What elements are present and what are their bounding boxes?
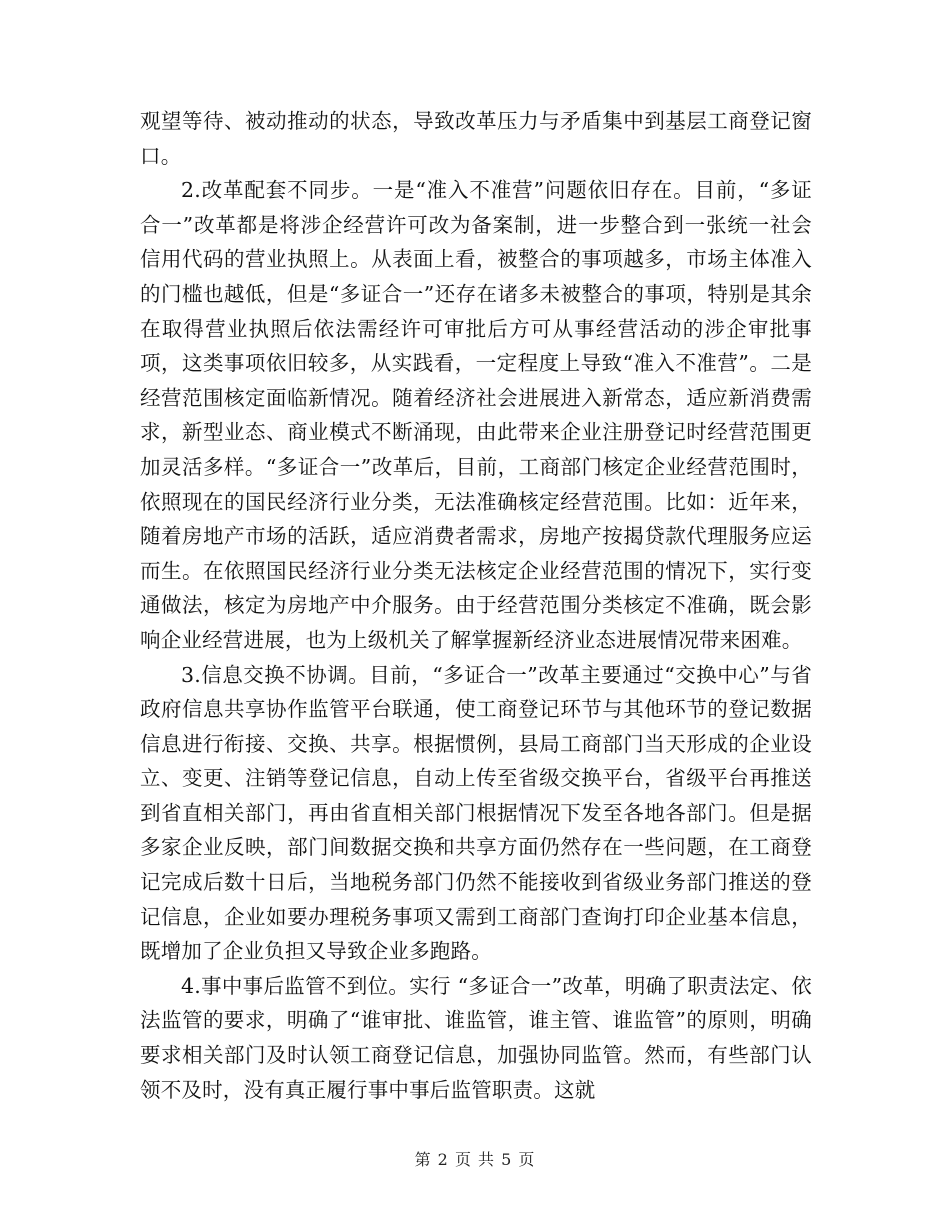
page-number-footer: 第 2 页 共 5 页 [414,1150,536,1169]
paragraph-continuation: 观望等待、被动推动的状态，导致改革压力与矛盾集中到基层工商登记窗口。 [140,109,812,168]
paragraph-information-exchange: 3.信息交换不协调。目前，“多证合一”改革主要通过“交换中心”与省政府信息共享协作监管平台联通，使工商登记环节与其他环节的登记数据信息进行衔接、交换、共享。根据惯例，县局工商部门当天形成的企业设立、变更、注销等登记信息，自动上传至省级交换平台，省级平台再推送到省直相关部门，再由省直相关部门根据情况下发至各地各部门。但是据多家企业反映，部门间数据交换和共享方面仍然存在一些问题，在工商登记完成后数十日后，当地税务部门仍然不能接收到省级业务部门推送的登记信息，企业如要办理税务事项又需到工商部门查询打印企业基本信息，既增加了企业负担又导致企业多跑路。 [140,662,812,964]
paragraph-reform-support: 2.改革配套不同步。一是“准入不准营”问题依旧存在。目前，“多证合一”改革都是将涉企经营许可改为备案制，进一步整合到一张统一社会信用代码的营业执照上。从表面上看，被整合的事项越多，市场主体准入的门槛也越低，但是“多证合一”还存在诸多未被整合的事项，特别是其余在取得营业执照后依法需经许可审批后方可从事经营活动的涉企审批事项，这类事项依旧较多，从实践看，一定程度上导致“准入不准营”。二是经营范围核定面临新情况。随着经济社会进展进入新常态，适应新消费需求，新型业态、商业模式不断涌现，由此带来企业注册登记时经营范围更加灵活多样。“多证合一”改革后，目前，工商部门核定企业经营范围时，依照现在的国民经济行业分类，无法准确核定经营范围。比如：近年来，随着房地产市场的活跃，适应消费者需求，房地产按揭贷款代理服务应运而生。在依照国民经济行业分类无法核定企业经营范围的情况下，实行变通做法，核定为房地产中介服务。由于经营范围分类核定不准确，既会影响企业经营进展，也为上级机关了解掌握新经济业态进展情况带来困难。 [140,178,812,652]
paragraph-supervision: 4.事中事后监管不到位。实行 “多证合一”改革，明确了职责法定、依法监管的要求，明确了“谁审批、谁监管，谁主管、谁监管”的原则，明确要求相关部门及时认领工商登记信息，加强协同监管。然而，有些部门认领不及时，没有真正履行事中事后监管职责。这就 [140,973,812,1102]
document-body [140,104,812,1107]
